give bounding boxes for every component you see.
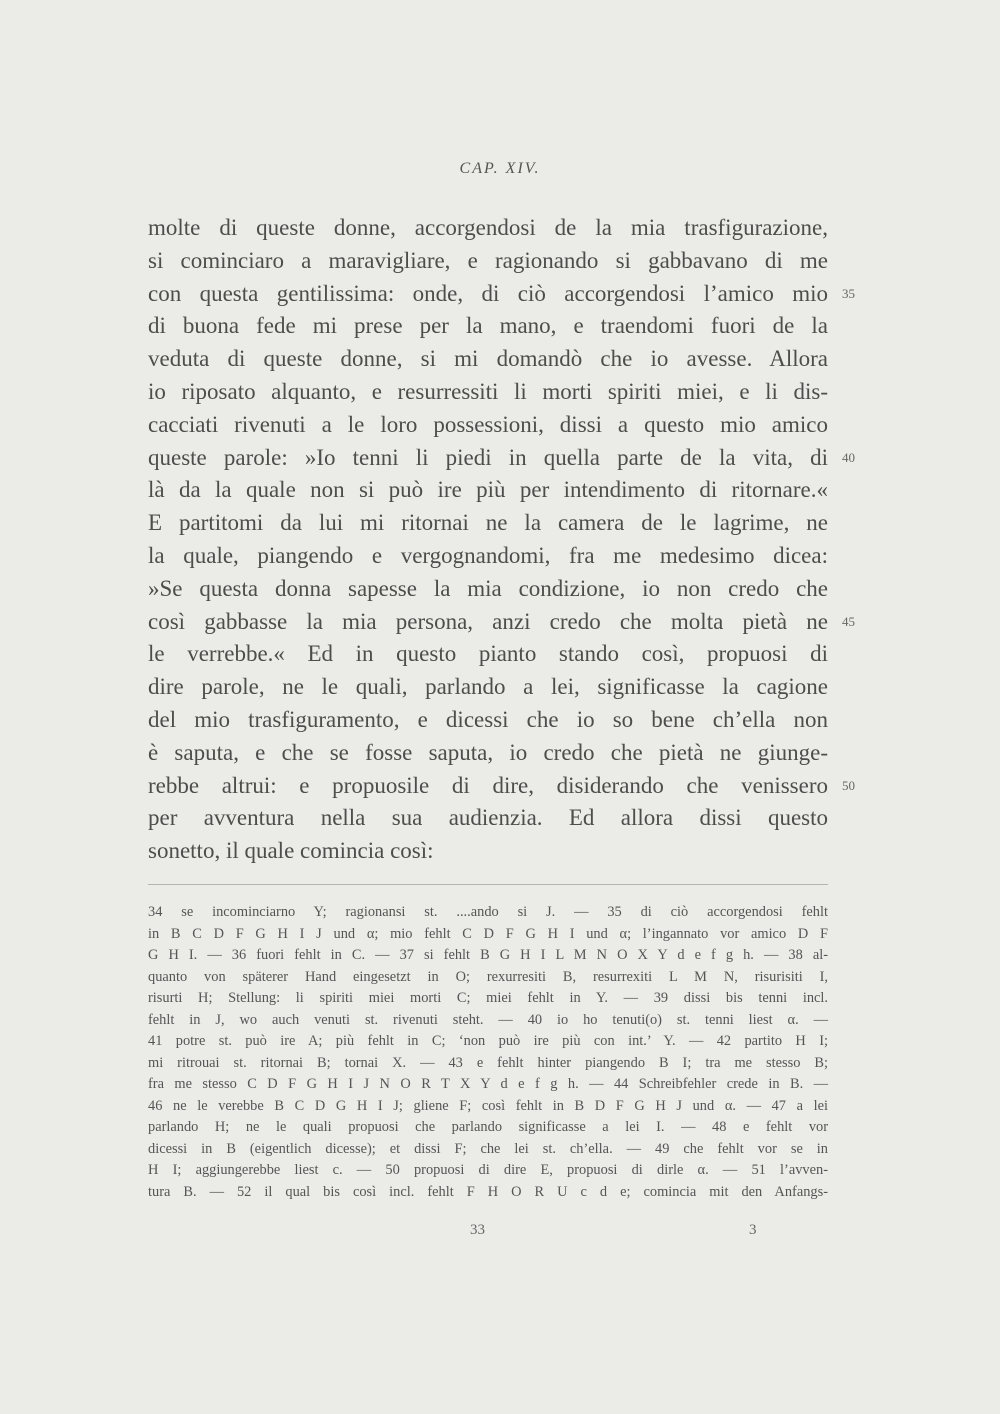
text-line: di buona fede mi prese per la mano, e traendomi fuori de la [148, 313, 828, 339]
text-line: molte di queste donne, accorgendosi de la mia trasfigurazione, [148, 215, 828, 240]
note-line: in B C D F G H I J und α; mio fehlt C D F G H I und α; l’ingannato vor amico D F [148, 925, 828, 942]
main-text [148, 212, 828, 868]
text-line: del mio trasfiguramento, e dicessi che io so bene ch’ella non [148, 706, 828, 732]
text-line: per avventura nella sua audienzia. Ed allora dissi questo [148, 805, 828, 831]
line-number: 45 [842, 613, 855, 629]
text-line: la quale, piangendo e vergognandomi, fra me medesimo dicea: [148, 542, 828, 568]
critical-apparatus [148, 902, 828, 1203]
text-line: là da la quale non si può ire più per intendimento di ritornare.« [148, 477, 828, 503]
note-line: dicessi in B (eigentlich dicesse); et dissi F; che lei st. ch’ella. — 49 che fehlt vor se in [148, 1140, 828, 1157]
text-line: veduta di queste donne, si mi domandò che io avesse. Allora [148, 346, 828, 372]
text-line: dire parole, ne le quali, parlando a lei, significasse la cagione [148, 674, 828, 700]
note-line: quanto von späterer Hand eingesetzt in O; rexurresiti B, resurrexiti L M N, risurisiti I, [148, 968, 828, 985]
note-line: risurti H; Stellung: li spiriti miei morti C; miei fehlt in Y. — 39 dissi bis tenni incl. [148, 990, 828, 1006]
note-line: 46 ne le verebbe B C D G H I J; gliene F; così fehlt in B D F G H J und α. — 47 a lei [148, 1097, 828, 1114]
footnote-divider [148, 884, 828, 885]
running-header: CAP. XIV. [459, 160, 541, 177]
text-line: è saputa, e che se fosse saputa, io credo che pietà ne giunge- [148, 739, 828, 765]
text-line: io riposato alquanto, e resurressiti li morti spiriti miei, e li dis- [148, 378, 828, 404]
note-line: tura B. — 52 il qual bis così incl. fehlt F H O R U c d e; comincia mit den Anfangs- [148, 1183, 828, 1200]
text-line: E partitomi da lui mi ritornai ne la camera de le lagrime, ne [148, 510, 828, 536]
text-line: le verrebbe.« Ed in questo pianto stando così, propuosi di [148, 641, 828, 667]
note-line: G H I. — 36 fuori fehlt in C. — 37 si fehlt B G H I L M N O X Y d e f g h. — 38 al- [148, 947, 828, 963]
text-line: con questa gentilissima: onde, di ciò accorgendosi l’amico mio [148, 280, 828, 306]
page-number: 33 [470, 1222, 485, 1238]
text-line: »Se questa donna sapesse la mia condizione, io non credo che [148, 575, 828, 601]
note-line: parlando H; ne le quali propuosi che parlando significasse a lei I. — 48 e fehlt vor [148, 1119, 828, 1135]
note-line: H I; aggiungerebbe liest c. — 50 propuosi di dire E, propuosi di dirle α. — 51 l’avven- [148, 1162, 828, 1178]
note-line: fehlt in J, wo auch venuti st. rivenuti steht. — 40 io ho tenuti(o) st. tenni liest α. — [148, 1011, 828, 1028]
text-line: sonetto, il quale comincia così: [148, 838, 434, 864]
line-number: 35 [842, 285, 855, 301]
note-line: 34 se incominciarno Y; ragionansi st. ....ando si J. — 35 di ciò accorgendosi fehlt [148, 904, 828, 920]
signature-mark: 3 [749, 1222, 757, 1238]
note-line: fra me stesso C D F G H I J N O R T X Y d e f g h. — 44 Schreibfehler crede in B. — [148, 1076, 828, 1092]
line-number: 50 [842, 777, 855, 793]
note-line: mi ritrouai st. ritornai B; tornai X. — 43 e fehlt hinter piangendo B I; tra me stesso B; [148, 1054, 828, 1071]
text-line: rebbe altrui: e propuosile di dire, disiderando che venissero [148, 772, 828, 798]
text-line: così gabbasse la mia persona, anzi credo che molta pietà ne [148, 608, 828, 634]
text-line: queste parole: »Io tenni li piedi in quella parte de la vita, di [148, 444, 828, 470]
text-line: si cominciaro a maravigliare, e ragionando si gabbavano di me [148, 247, 828, 273]
note-line: 41 potre st. può ire A; più fehlt in C; ‘non può ire più con int.’ Y. — 42 partito H I; [148, 1033, 828, 1049]
line-number: 40 [842, 449, 855, 465]
text-line: cacciati rivenuti a le loro possessioni, dissi a questo mio amico [148, 411, 828, 437]
